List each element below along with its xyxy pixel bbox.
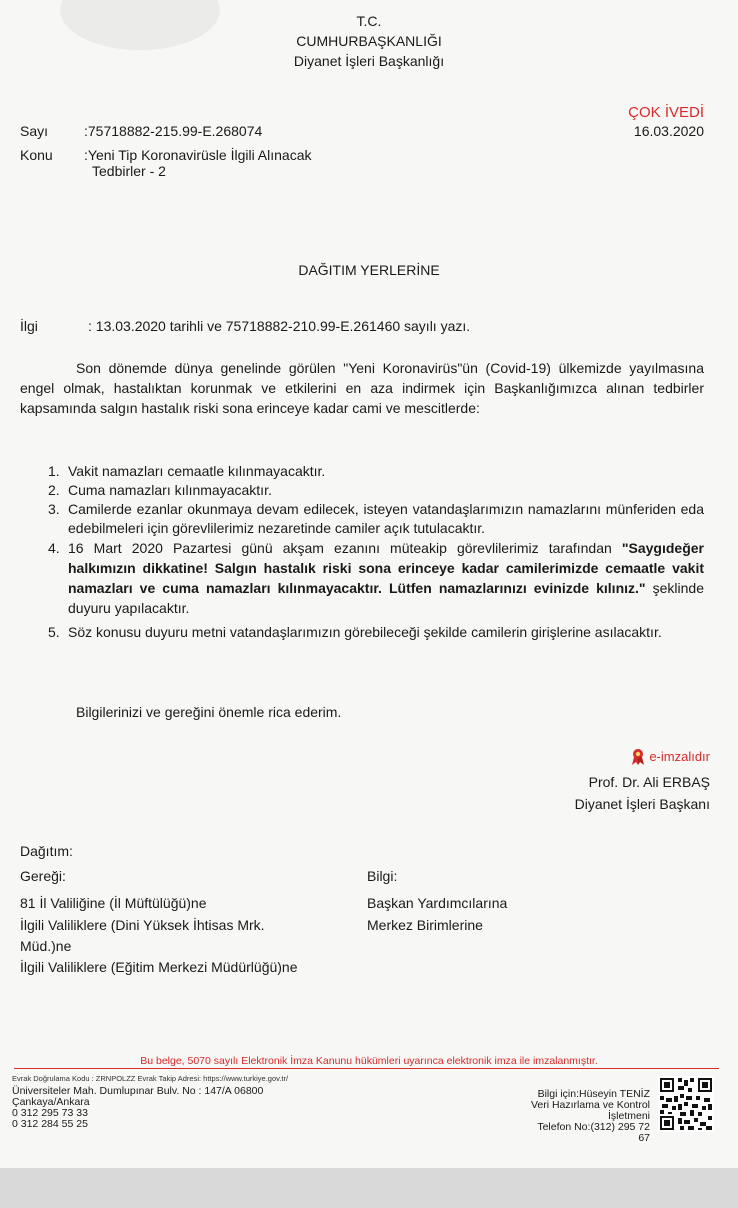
contact-line: 67: [638, 1132, 650, 1144]
list-item: [20, 538, 704, 618]
list-item-text: Söz konusu duyuru metni vatandaşlarımızın görebileceği şekilde camilerin girişlerine asılacaktır.: [68, 624, 662, 640]
bilgi-label: Bilgi:: [367, 868, 398, 884]
e-signature-mark: [631, 748, 710, 766]
e-signature-notice: Bu belge, 5070 sayılı Elektronik İmza Kanunu hükümleri uyarınca elektronik imza ile imzalanmıştır.: [140, 1055, 598, 1067]
document-date: 16.03.2020: [633, 123, 704, 139]
fax-line: 0 312 284 55 25: [12, 1118, 88, 1130]
list-item: [20, 462, 704, 481]
konu-value-2: Tedbirler - 2: [92, 163, 166, 179]
footer-divider: [14, 1068, 719, 1069]
sayi-value: :75718882-215.99-E.268074: [84, 123, 263, 139]
list-item: [20, 481, 704, 500]
geregi-item: İlgili Valiliklere (Eğitim Merkezi Müdürlüğü)ne: [20, 959, 298, 975]
list-item: [20, 500, 704, 538]
distribution-label: Dağıtım:: [20, 843, 73, 859]
contact-line: Veri Hazırlama ve Kontrol: [530, 1099, 650, 1111]
urgency-mark: ÇOK İVEDİ: [628, 104, 704, 121]
address-line: Çankaya/Ankara: [12, 1096, 90, 1108]
header-presidency: CUMHURBAŞKANLIĞI: [296, 33, 442, 49]
intro-paragraph: Son dönemde dünya genelinde görülen "Yeni Koronavirüs"ün (Covid-19) ülkemizde yayılmasına engel olmak, hastalıktan korunmak ve etkilerini en aza indirmek için Başkanlığımızca alınan tedbirler kapsamında salgın hastalık riski sona erinceye kadar cami ve mescitlerde:: [20, 360, 704, 416]
bilgi-item: Başkan Yardımcılarına: [367, 895, 508, 911]
geregi-item: 81 İl Valiliğine (İl Müftülüğü)ne: [20, 895, 207, 911]
contact-line: Bilgi için:Hüseyin TENİZ: [537, 1088, 650, 1100]
list-item-number: 2.: [48, 482, 60, 498]
list-item-number: 1.: [48, 463, 60, 479]
qr-code-icon: [658, 1076, 714, 1132]
header-tc: T.C.: [356, 13, 382, 29]
e-signature-text: e-imzalıdır: [649, 749, 710, 764]
ilgi-value: : 13.03.2020 tarihli ve 75718882-210.99-E.261460 sayılı yazı.: [88, 318, 471, 334]
bilgi-item: Merkez Birimlerine: [367, 917, 483, 933]
address-line: Üniversiteler Mah. Dumlupınar Bulv. No : 147/A 06800: [12, 1085, 264, 1097]
contact-line: Telefon No:(312) 295 72: [537, 1121, 650, 1133]
list-item-number: 4.: [48, 540, 60, 556]
list-item-number: 3.: [48, 501, 60, 517]
signatory-title: Diyanet İşleri Başkanı: [574, 796, 710, 812]
signatory-name: Prof. Dr. Ali ERBAŞ: [588, 774, 710, 790]
measures-list: [20, 462, 704, 642]
verification-code: Evrak Doğrulama Kodu : ZRNPOLZZ Evrak Takip Adresi: https://www.turkiye.gov.tr/: [12, 1074, 289, 1083]
list-item: [20, 622, 704, 642]
sayi-label: Sayı: [20, 123, 49, 139]
ribbon-icon: [631, 748, 645, 766]
list-item-text: Cuma namazları kılınmayacaktır.: [68, 482, 272, 498]
contact-line: İşletmeni: [607, 1110, 650, 1122]
list-item-text: Vakit namazları cemaatle kılınmayacaktır.: [68, 463, 326, 479]
geregi-item: İlgili Valiliklere (Dini Yüksek İhtisas Mrk.: [20, 917, 265, 933]
recipient-heading: DAĞITIM YERLERİNE: [298, 262, 440, 278]
konu-value-1: :Yeni Tip Koronavirüsle İlgili Alınacak: [84, 147, 312, 163]
list-item-text-after: şeklinde duyuru yapılacaktır.: [68, 580, 704, 616]
list-item-text-before: 16 Mart 2020 Pazartesi günü akşam ezanını müteakip görevlilerimiz tarafından: [68, 540, 622, 556]
konu-label: Konu: [20, 147, 53, 163]
geregi-label: Gereği:: [20, 868, 66, 884]
ilgi-label: İlgi: [20, 318, 38, 334]
geregi-item: Müd.)ne: [20, 938, 72, 954]
announcement-quote: "Saygıdeğer halkımızın dikkatine! Salgın hastalık riski sona erinceye kadar camilerimizde cemaatle vakit namazları ve cuma namazları kılınmayacaktır. Lütfen namazlarınızı evinizde kılınız.": [68, 540, 704, 596]
list-item-text: Camilerde ezanlar okunmaya devam edilecek, isteyen vatandaşlarımızın namazlarını münferiden eda edebilmeleri için görevlilerimiz nezaretinde camiler açık tutulacaktır.: [68, 501, 704, 536]
header-institution: Diyanet İşleri Başkanlığı: [293, 53, 445, 69]
phone-line: 0 312 295 73 33: [12, 1107, 88, 1119]
closing-sentence: Bilgilerinizi ve gereğini önemle rica ederim.: [76, 704, 342, 720]
list-item-number: 5.: [48, 624, 60, 640]
